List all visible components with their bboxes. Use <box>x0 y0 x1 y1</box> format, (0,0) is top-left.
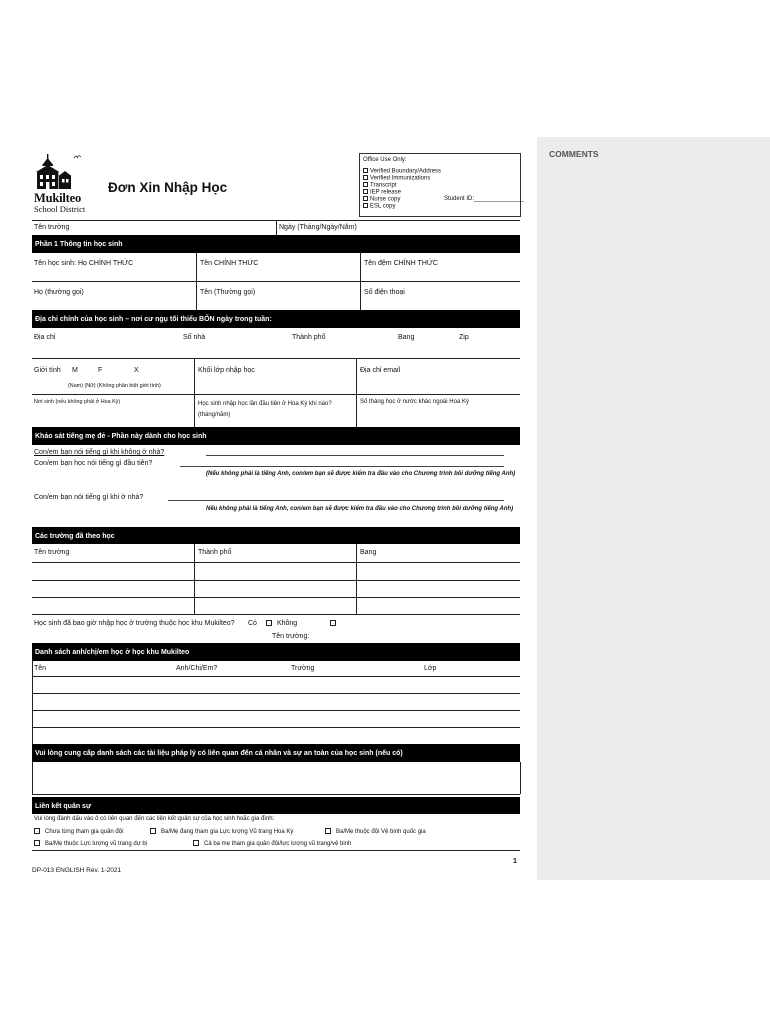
office-item-iep[interactable]: IEP release <box>363 189 401 197</box>
form-revision-footer: DP-013 ENGLISH Rev. 1-2021 <box>32 867 122 874</box>
grade-field[interactable]: Khối lớp nhập học <box>198 367 255 374</box>
first-us-enrollment-field[interactable]: Học sinh nhập học lần đầu tiên ở Hoa Kỳ khi nào? (tháng/năm) <box>198 401 332 418</box>
schools-col-city: Thành phố <box>198 549 232 556</box>
phone-field[interactable]: Số điện thoại <box>364 289 405 296</box>
divider <box>276 220 277 235</box>
language-note-1: (Nếu không phải là tiếng Anh, con/em bạn sẽ được kiểm tra đầu vào cho Chương trình bồi dưỡng tiếng Anh) <box>206 471 516 477</box>
schools-col-name: Tên trường <box>34 549 70 556</box>
military-instruction: Vui lòng đánh dấu vào ô có liên quan đến các liên kết quân sự của học sinh hoặc gia đình: <box>34 816 275 822</box>
months-abroad-field[interactable]: Số tháng học ở nước khác ngoài Hoa Kỳ <box>360 399 469 405</box>
checkbox-icon <box>363 168 368 173</box>
office-use-box <box>359 153 525 217</box>
comments-panel <box>537 137 770 880</box>
checkbox-icon <box>266 620 272 626</box>
office-item-immunizations[interactable]: Verified Immunizations <box>363 175 430 183</box>
checkbox-icon <box>150 828 156 834</box>
siblings-row-line[interactable] <box>32 727 520 728</box>
checkbox-icon <box>330 620 336 626</box>
office-use-title: Office Use Only: <box>363 157 407 163</box>
birthplace-field[interactable]: Nơi sinh (nếu không phải ở Hoa Kỳ) <box>34 399 121 405</box>
schools-row-line[interactable] <box>32 580 520 581</box>
language-answer-line-3[interactable] <box>168 500 504 501</box>
checkbox-icon <box>363 189 368 194</box>
siblings-row-line[interactable] <box>32 693 520 694</box>
checkbox-icon <box>363 196 368 201</box>
divider <box>194 358 195 427</box>
section-address-header: Địa chỉ chính của học sinh – nơi cư ngụ tối thiểu BỐN ngày trong tuần: <box>32 310 520 328</box>
language-answer-line-2[interactable] <box>180 466 504 467</box>
office-item-boundary[interactable]: Verified Boundary/Address <box>363 168 441 176</box>
checkbox-icon <box>363 175 368 180</box>
gender-option-f[interactable]: F <box>98 367 103 374</box>
preferred-first-name-field[interactable]: Tên (Thường gọi) <box>200 289 256 296</box>
address-field[interactable]: Địa chỉ <box>34 334 56 341</box>
military-option-both-parents[interactable]: Cả ba mẹ tham gia quân đội/lực lượng vũ trang/vệ binh <box>193 840 351 848</box>
divider <box>32 281 520 282</box>
section-siblings-header: Danh sách anh/chị/em học ở học khu Mukilteo <box>32 643 520 661</box>
office-item-esl[interactable]: ESL copy <box>363 203 395 211</box>
prior-school-name-field[interactable]: Tên trường: <box>272 633 310 640</box>
section-previous-schools-header: Các trường đã theo học <box>32 527 520 544</box>
prior-enrollment-question: Học sinh đã bao giờ nhập học ở trường thuộc học khu Mukilteo? <box>34 620 235 627</box>
divider <box>356 358 357 427</box>
siblings-col-relation: Anh/Chị/Em? <box>176 665 218 672</box>
district-logo-subtitle: School District <box>34 204 86 214</box>
preferred-last-name-field[interactable]: Họ (thường gọi) <box>34 289 84 296</box>
checkbox-icon <box>363 182 368 187</box>
siblings-col-grade: Lớp <box>424 665 437 672</box>
language-note-2: Nếu không phải là tiếng Anh, con/em bạn sẽ được kiểm tra đầu vào cho Chương trình bồi dưỡng tiếng Anh) <box>206 506 514 512</box>
military-option-national-guard[interactable]: Ba/Mẹ thuộc đội Vệ binh quốc gia <box>325 828 426 836</box>
student-id-field[interactable]: Student ID:_______________ <box>444 196 525 202</box>
legal-middle-name-field[interactable]: Tên đệm CHÍNH THỨC <box>364 260 438 267</box>
section-student-info-header: Phần 1 Thông tin học sinh <box>32 235 520 253</box>
divider <box>32 358 520 359</box>
schools-row-line[interactable] <box>32 597 520 598</box>
divider <box>32 394 520 395</box>
section-home-language-header: Khảo sát tiếng mẹ đẻ - Phần này dành cho học sinh <box>32 427 520 445</box>
email-field[interactable]: Địa chỉ email <box>360 367 401 374</box>
legal-first-name-field[interactable]: Tên CHÍNH THỨC <box>200 260 259 267</box>
section-military-header: Liên kết quân sự <box>32 797 520 814</box>
gender-label: Giới tính <box>34 367 61 374</box>
language-answer-line-1[interactable] <box>206 455 504 456</box>
military-option-never[interactable]: Chưa từng tham gia quân đội <box>34 828 123 836</box>
prior-enrollment-yes[interactable]: Có Không <box>248 620 298 627</box>
gender-option-m[interactable]: M <box>72 367 78 374</box>
divider <box>520 762 521 794</box>
military-option-reserves[interactable]: Ba/Mẹ thuộc Lực lượng vũ trang dự bị <box>34 840 147 848</box>
siblings-col-name: Tên <box>34 665 47 672</box>
language-question-first: Con/em bạn học nói tiếng gì đầu tiên? <box>34 460 153 467</box>
language-question-outside-home: Con/em bạn nói tiếng gì khi không ở nhà? <box>34 449 165 456</box>
divider <box>32 850 520 851</box>
page-number: 1 <box>513 858 517 865</box>
legal-last-name-field[interactable]: Tên học sinh: Họ CHÍNH THỨC <box>34 260 134 267</box>
comments-panel-title: COMMENTS <box>549 149 599 159</box>
schools-row-line[interactable] <box>32 562 520 563</box>
divider <box>32 762 33 794</box>
checkbox-icon <box>34 828 40 834</box>
schools-col-state: Bang <box>360 549 377 556</box>
state-field[interactable]: Bang <box>398 334 415 341</box>
gender-option-x[interactable]: X <box>134 367 139 374</box>
siblings-row-line[interactable] <box>32 710 520 711</box>
section-legal-documents-header: Vui lòng cung cấp danh sách các tài liệu pháp lý có liên quan đến cá nhân và sự an toàn của học sinh (nếu có) <box>32 744 520 762</box>
checkbox-icon <box>34 840 40 846</box>
school-name-field[interactable]: Tên trường <box>34 224 70 231</box>
district-logo-name: Mukilteo <box>34 191 82 205</box>
date-field[interactable]: Ngày (Tháng/Ngày/Năm) <box>279 224 357 231</box>
house-number-field[interactable]: Số nhà <box>183 334 206 341</box>
checkbox-icon <box>193 840 199 846</box>
language-question-home: Con/em bạn nói tiếng gì khi ở nhà? <box>34 494 144 501</box>
office-item-nurse[interactable]: Nurse copy <box>363 196 400 204</box>
office-item-transcript[interactable]: Transcript <box>363 182 396 190</box>
checkbox-icon <box>363 203 368 208</box>
divider <box>356 544 357 614</box>
checkbox-icon <box>325 828 331 834</box>
form-title: Đơn Xin Nhập Học <box>108 180 228 195</box>
city-field[interactable]: Thành phố <box>292 334 326 341</box>
divider <box>196 253 197 310</box>
siblings-col-school: Trường <box>291 665 315 672</box>
divider <box>32 661 33 744</box>
legal-documents-input-box[interactable] <box>32 794 520 795</box>
divider <box>194 544 195 614</box>
zip-field[interactable]: Zip <box>459 334 469 341</box>
schools-row-line[interactable] <box>32 614 520 615</box>
prior-enrollment-no[interactable] <box>330 619 341 628</box>
military-option-active-duty[interactable]: Ba/Mẹ đang tham gia Lực lượng Vũ trang Hoa Kỳ <box>150 828 293 836</box>
divider <box>360 253 361 310</box>
gender-note: (Nam) (Nữ) (Không phân biệt giới tính) <box>68 383 161 389</box>
siblings-row-line[interactable] <box>32 676 520 677</box>
